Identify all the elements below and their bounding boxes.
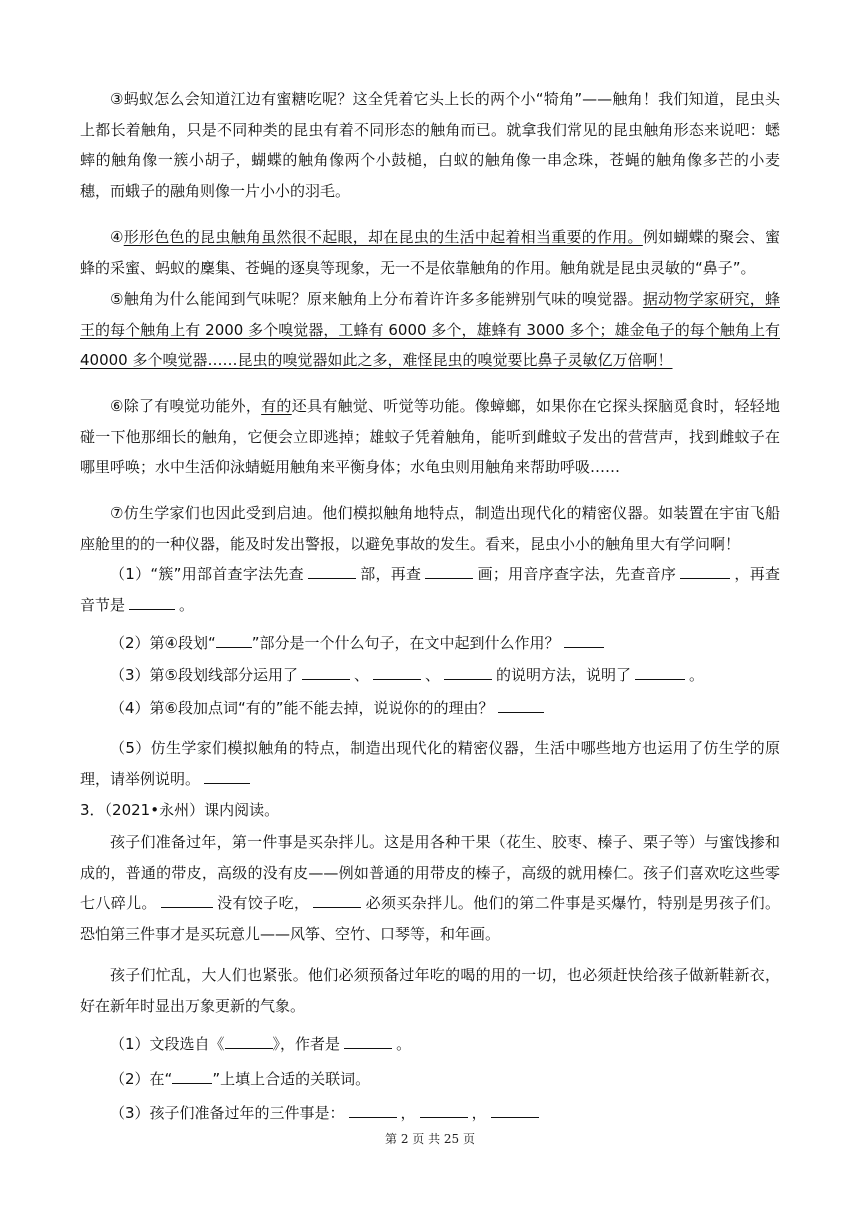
answer-blank[interactable] bbox=[373, 663, 421, 680]
paragraph-5 bbox=[80, 284, 780, 376]
answer-blank[interactable] bbox=[635, 663, 685, 680]
answer-blank[interactable] bbox=[308, 562, 356, 579]
page-footer: 第 2 页 共 25 页 bbox=[385, 1132, 475, 1146]
p6-dotted-word: 有的 bbox=[261, 397, 292, 415]
question-5: （5）仿生学家们模拟触角的特点，制造出现代化的精密仪器，生活中哪些地方也运用了仿生学的原理，请举例说明。 bbox=[80, 739, 780, 788]
answer-blank[interactable] bbox=[204, 767, 250, 784]
answer-blank[interactable] bbox=[498, 696, 544, 713]
p4-number: ④ bbox=[110, 228, 124, 246]
paragraph-7: ⑦仿生学家们也因此受到启迪。他们模拟触角地特点，制造出现代化的精密仪器。如装置在宇宙飞船座舱里的的一种仪器，能及时发出警报，以避免事故的发生。看来，昆虫小小的触角里大有学问啊！ bbox=[80, 504, 780, 553]
section-3-title: 3．（2021•永州）课内阅读。 bbox=[80, 801, 280, 819]
answer-blank[interactable] bbox=[172, 1067, 212, 1084]
reading-paragraph-1: 孩子们准备过年，第一件事是买杂拌儿。这是用各种干果（花生、胶枣、榛子、栗子等）与蜜饯掺和成的，普通的带皮，高级的没有皮——例如普通的用带皮的榛子，高级的就用榛仁。孩子们喜欢吃这些零七八碎儿。 没有饺子吃， 必须买杂拌儿。他们的第二件事是买爆竹，特别是男孩子们。恐怕第三件事才是买玩意儿——风筝、空竹、口琴等，和年画。 bbox=[80, 833, 780, 943]
answer-blank[interactable] bbox=[425, 562, 473, 579]
question-2: （2）第④段划“ ”部分是一个什么句子，在文中起到什么作用？ bbox=[110, 628, 780, 659]
paragraph-4 bbox=[80, 222, 780, 283]
answer-blank[interactable] bbox=[564, 631, 604, 648]
answer-blank[interactable] bbox=[680, 562, 730, 579]
p4-underlined-sentence: 形形色色的昆虫触角虽然很不起眼，却在昆虫的生活中起着相当重要的作用。 bbox=[123, 228, 643, 246]
answer-blank[interactable] bbox=[302, 663, 350, 680]
p6-rest: 还具有触觉、听觉等功能。像蟑螂，如果你在它探头探脑觅食时，轻轻地碰一下他那细长的触角，它便会立即逃掉；雄蚊子凭着触角，能听到雌蚊子发出的营营声，找到雌蚊子在哪里呼唤；水中生活仰泳蜻蜓用触角来平衡身体；水龟虫则用触角来帮助呼吸…… bbox=[80, 397, 780, 476]
answer-blank[interactable] bbox=[420, 1101, 468, 1118]
question-4: （4）第⑥段加点词“有的”能不能去掉，说说你的的理由？ bbox=[110, 693, 780, 724]
p5-underlined-passage: 据动物学家研究，蜂王的每个触角上有 2000 多个嗅觉器，工蜂有 6000 多个，雄蜂有 3000 多个；雄金龟子的每个触角上有 40000 多个嗅觉器……昆虫的嗅觉器如此之多，难怪昆虫的嗅觉要比鼻子灵敏亿万倍啊！ bbox=[80, 290, 780, 369]
paragraph-3: ③蚂蚁怎么会知道江边有蜜糖吃呢？这全凭着它头上长的两个小“犄角”——触角！我们知道，昆虫头上都长着触角，只是不同种类的昆虫有着不同形态的触角而已。就拿我们常见的昆虫触角形态来说吧：蟋蟀的触角像一簇小胡子，蝴蝶的触角像两个小鼓槌，白蚁的触角像一串念珠，苍蝇的触角像多芒的小麦穗，而蛾子的融角则像一片小小的羽毛。 bbox=[80, 90, 780, 200]
section-3-question-2: （2）在“ ”上填上合适的关联词。 bbox=[110, 1064, 780, 1095]
p5-intro: ⑤触角为什么能闻到气味呢？原来触角上分布着许许多多能辨别气味的嗅觉器。 bbox=[110, 290, 643, 308]
answer-blank[interactable] bbox=[491, 1101, 539, 1118]
question-1: （1）“簇”用部首查字法先查 部，再查 画；用音序查字法，先查音序 ，再查音节是 。 bbox=[80, 559, 780, 620]
p6-intro: ⑥除了有嗅觉功能外， bbox=[110, 397, 262, 415]
section-3-question-1: （1）文段选自《 》，作者是 。 bbox=[110, 1029, 780, 1060]
question-3: （3）第⑤段划线部分运用了 、 、 的说明方法，说明了 。 bbox=[110, 660, 780, 691]
answer-blank[interactable] bbox=[444, 663, 492, 680]
answer-blank[interactable] bbox=[349, 1101, 397, 1118]
answer-blank[interactable] bbox=[129, 593, 175, 610]
paragraph-6 bbox=[80, 391, 780, 483]
p4-rest: 例如蝴蝶的聚会、蜜蜂的采蜜、蚂蚁的麇集、苍蝇的逐臭等现象，无一不是依靠触角的作用。触角就是昆虫灵敏的“鼻子”。 bbox=[80, 228, 780, 277]
answer-blank[interactable] bbox=[161, 891, 213, 908]
reading-paragraph-2: 孩子们忙乱，大人们也紧张。他们必须预备过年吃的喝的用的一切，也必须赶快给孩子做新鞋新衣，好在新年时显出万象更新的气象。 bbox=[80, 966, 780, 1015]
answer-blank[interactable] bbox=[313, 891, 361, 908]
section-3-question-3: （3）孩子们准备过年的三件事是： ， ， bbox=[110, 1098, 780, 1129]
answer-blank[interactable] bbox=[225, 1032, 273, 1049]
answer-blank[interactable] bbox=[344, 1032, 392, 1049]
answer-blank[interactable] bbox=[216, 631, 252, 648]
